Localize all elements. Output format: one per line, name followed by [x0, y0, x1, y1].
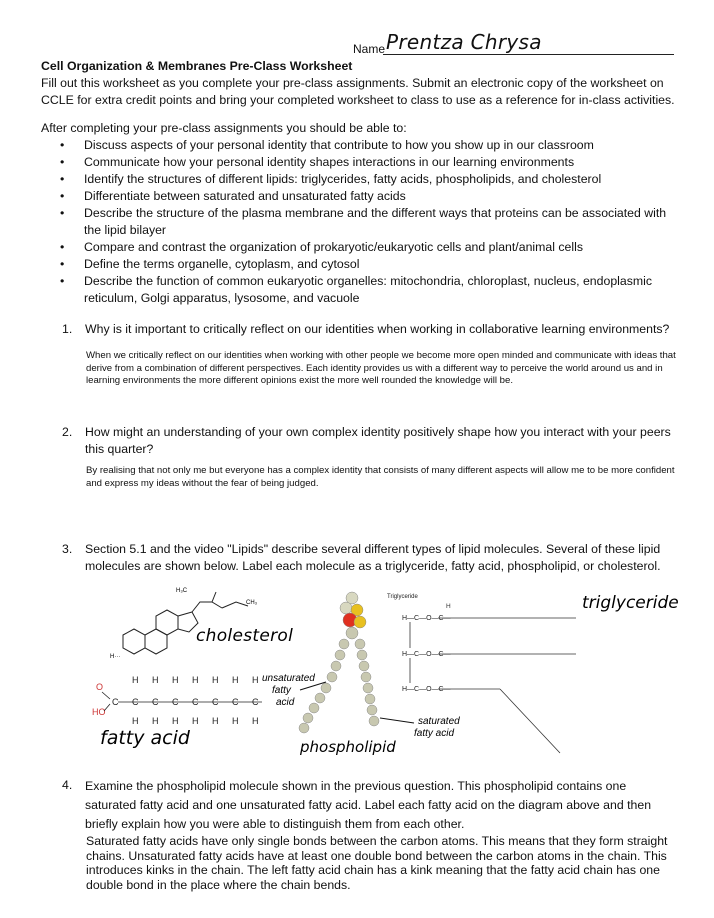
chem-h: H	[132, 716, 139, 726]
intro-paragraph: Fill out this worksheet as you complete your pre-class assignments. Submit an electronic copy of the worksheet on CCLE for extra credit points and bring your completed worksheet to class to use as a reference for in-class activities.	[41, 76, 675, 107]
lipid-figure	[0, 578, 714, 760]
objective-item: • Define the terms organelle, cytoplasm, and cytosol	[60, 256, 675, 273]
chem-c: C	[152, 697, 159, 707]
triglyceride-h-grid	[446, 603, 457, 610]
question-number: 2.	[62, 425, 73, 439]
chem-c: C	[132, 697, 139, 707]
question-text: Section 5.1 and the video "Lipids" describe several different types of lipid molecules. Several of these lipid molecules are shown below. Label each molecule as a triglyceride, fatty acid, phospholipid, or cholesterol.	[85, 542, 661, 573]
question-text: How might an understanding of your own complex identity positively shape how you interact with your peers this quarter?	[85, 425, 671, 456]
question-number: 4.	[62, 778, 73, 792]
chem-h: H	[232, 675, 239, 685]
chem-hcoc-row: H—C—O—C—	[402, 615, 451, 622]
question-2	[62, 424, 672, 458]
chem-c: C	[232, 697, 239, 707]
chem-h-row: H	[446, 603, 457, 610]
chem-c: C	[172, 697, 179, 707]
chem-hcoc-row: H—C—O—C—	[402, 651, 451, 658]
question-text: Why is it important to critically reflect on our identities when working in collaborative learning environments?	[85, 322, 670, 336]
saturated-label	[414, 716, 460, 739]
student-name-handwritten: Prentza Chrysa	[386, 30, 542, 54]
arrow-saturated	[380, 718, 414, 723]
label-saturated-1: saturated	[418, 716, 460, 727]
chem-h: H	[172, 716, 179, 726]
objective-item: • Describe the structure of the plasma membrane and the different ways that proteins can be associated with the lipid bilayer	[60, 205, 675, 239]
question-text: Examine the phospholipid molecule shown in the previous question. This phospholipid contains one saturated fatty acid and one unsaturated fatty acid. Label each fatty acid on the diagram above and then briefly explain how you were able to distinguish them from each other.	[85, 779, 652, 831]
objective-item: • Describe the function of common eukaryotic organelles: mitochondria, chloroplast, nucleus, endoplasmic reticulum, Golgi apparatus, lysosome, and vacuole	[60, 273, 675, 307]
chem-h-dots: H···	[110, 654, 121, 660]
chem-o: O	[96, 682, 104, 692]
fatty-acid-structure	[92, 675, 262, 726]
objective-item: • Identify the structures of different lipids: triglycerides, fatty acids, phospholipids, and cholesterol	[60, 171, 675, 188]
answer-1: When we critically reflect on our identities when working with other people we become more open minded and communicate with ideas that derive from a combination of different perspectives. Each identity provides us with a different way to perceive the world around us and in learning environments the more different opinions exist the more well rounded the knowledge will be.	[86, 350, 676, 386]
label-saturated-2: fatty acid	[414, 728, 455, 739]
objectives-list	[60, 137, 675, 307]
triglyceride-caption: Triglyceride	[387, 594, 418, 600]
chem-c: C	[112, 697, 119, 707]
chem-h3c: H₃C	[176, 588, 188, 594]
chem-h: H	[132, 675, 139, 685]
chem-c: C	[192, 697, 199, 707]
label-phospholipid: phospholipid	[300, 738, 396, 756]
chem-h: H	[172, 675, 179, 685]
chem-h: H	[152, 716, 159, 726]
phospholipid-model	[299, 592, 379, 733]
answer-2: By realising that not only me but everyone has a complex identity that consists of many different aspects will allow me to be more confident and express my ideas without the fear of being judged.	[86, 465, 675, 489]
name-label: Name	[353, 42, 386, 56]
chem-h: H	[252, 675, 259, 685]
name-field-line	[383, 54, 674, 55]
objective-item: • Differentiate between saturated and unsaturated fatty acids	[60, 188, 675, 205]
chem-h: H	[192, 716, 199, 726]
unsaturated-label	[262, 673, 315, 708]
question-number: 3.	[62, 542, 73, 556]
question-4	[62, 777, 672, 834]
chem-hcoc-row: H—C—O—C—	[402, 686, 451, 693]
objective-item: • Discuss aspects of your personal identity that contribute to how you show up in our classroom	[60, 137, 675, 154]
question-1	[62, 321, 672, 338]
chem-c: C	[212, 697, 219, 707]
chem-h: H	[252, 716, 259, 726]
answer-4: Saturated fatty acids have only single bonds between the carbon atoms. This means that they form straight chains. Unsaturated fatty acids have at least one double bond between the carbon atoms in the chain. This introduces kinks in the chain. The left fatty acid chain has a kink meaning that the fatty acid chain has one double bond in the place where the chain bends.	[86, 834, 668, 892]
chem-c: C	[252, 697, 259, 707]
chem-h: H	[232, 716, 239, 726]
objectives-lead: After completing your pre-class assignments you should be able to:	[41, 121, 407, 135]
chem-h: H	[212, 716, 219, 726]
label-triglyceride: triglyceride	[582, 593, 679, 613]
label-unsaturated-1: unsaturated	[262, 673, 315, 684]
label-unsaturated-3: acid	[276, 697, 295, 708]
worksheet-title: Cell Organization & Membranes Pre-Class Worksheet	[41, 59, 353, 73]
objective-item: • Communicate how your personal identity shapes interactions in our learning environments	[60, 154, 675, 171]
chem-h: H	[212, 675, 219, 685]
question-3	[62, 541, 672, 575]
label-cholesterol: cholesterol	[196, 626, 294, 646]
label-unsaturated-2: fatty	[272, 685, 291, 696]
label-fatty-acid: fatty acid	[100, 727, 190, 749]
chem-ch3: CH₃	[246, 600, 258, 606]
chem-h: H	[152, 675, 159, 685]
triglyceride-structure	[387, 594, 451, 693]
objective-item: • Compare and contrast the organization of prokaryotic/eukaryotic cells and plant/animal cells	[60, 239, 675, 256]
chem-h: H	[192, 675, 199, 685]
chem-ho: HO	[92, 707, 106, 717]
question-number: 1.	[62, 322, 73, 336]
